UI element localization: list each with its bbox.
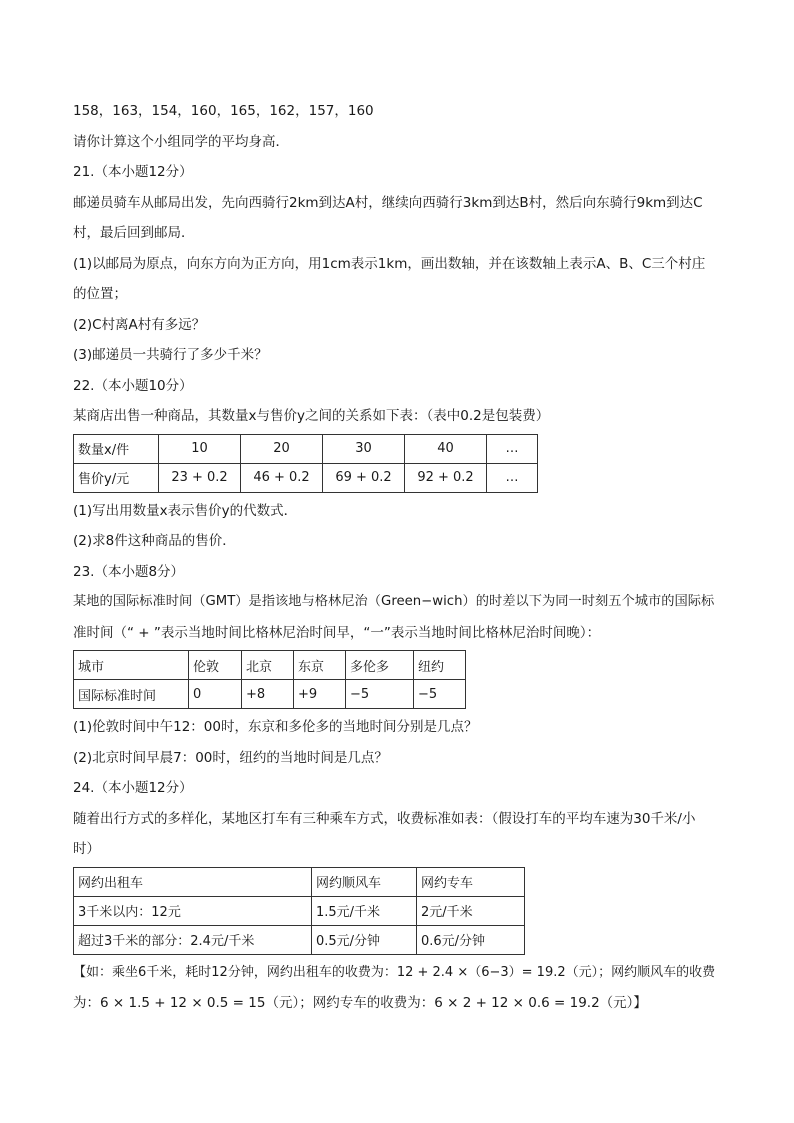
table-cell: 伦敦 — [189, 651, 242, 680]
q23-table — [73, 650, 466, 709]
table-row — [74, 434, 538, 463]
q24-stem-line1: 随着出行方式的多样化，某地区打车有三种乘车方式，收费标准如表：（假设打车的平均车速为30千米/小 — [73, 810, 696, 827]
table-cell: 69 + 0.2 — [323, 463, 405, 492]
table-cell: … — [487, 434, 538, 463]
table-cell: 40 — [405, 434, 487, 463]
q23-title: 23.（本小题8分） — [73, 563, 185, 580]
q24-title: 24.（本小题12分） — [73, 780, 193, 796]
table-cell: 北京 — [242, 651, 294, 680]
table-cell: 网约专车 — [417, 867, 525, 896]
heights-data: 158，163，154，160，165，162，157，160 — [73, 103, 374, 119]
table-cell: 1.5元/千米 — [312, 896, 417, 925]
q24-example-line2: 为：6 × 1.5 + 12 × 0.5 = 15（元）；网约专车的收费为：6 × 2 + 12 × 0.6 = 19.2（元）】 — [73, 995, 647, 1011]
table-cell: 网约出租车 — [74, 867, 312, 896]
table-cell: 网约顺风车 — [312, 867, 417, 896]
q23-stem-line1: 某地的国际标准时间（GMT）是指该地与格林尼治（Green−wich）的时差以下为同一时刻五个城市的国际标 — [73, 594, 715, 609]
table-row — [74, 651, 466, 680]
table-cell: 23 + 0.2 — [159, 463, 241, 492]
q24-example-line1: 【如：乘坐6千米，耗时12分钟，网约出租车的收费为：12 + 2.4 ×（6−3）= 19.2（元）；网约顺风车的收费 — [73, 964, 716, 980]
table-cell: 0.5元/分钟 — [312, 925, 417, 954]
table-cell: 数量x/件 — [74, 434, 159, 463]
table-row — [74, 896, 525, 925]
table-cell: 3千米以内：12元 — [74, 896, 312, 925]
table-cell: 多伦多 — [346, 651, 414, 680]
exam-page — [73, 96, 723, 1019]
table-cell: 0.6元/分钟 — [417, 925, 525, 954]
table-cell: 城市 — [74, 651, 189, 680]
table-cell: 国际标准时间 — [74, 680, 189, 709]
table-cell: 售价y/元 — [74, 463, 159, 492]
table-cell: +8 — [242, 680, 294, 709]
table-cell: 超过3千米的部分：2.4元/千米 — [74, 925, 312, 954]
q20-task: 请你计算这个小组同学的平均身高． — [73, 133, 289, 150]
q23-stem-line2: 准时间（“ + ”表示当地时间比格林尼治时间早，“一”表示当地时间比格林尼治时间晚）： — [73, 624, 601, 641]
table-cell: +9 — [294, 680, 346, 709]
q23-part2: (2)北京时间早晨7：00时，纽约的当地时间是几点？ — [73, 749, 388, 766]
table-cell: 2元/千米 — [417, 896, 525, 925]
q21-title: 21.（本小题12分） — [73, 164, 193, 180]
q23-part1: (1)伦敦时间中午12：00时，东京和多伦多的当地时间分别是几点？ — [73, 719, 478, 735]
table-cell: 0 — [189, 680, 242, 709]
table-row — [74, 867, 525, 896]
table-cell: 20 — [241, 434, 323, 463]
table-cell: 纽约 — [414, 651, 466, 680]
q21-part1-line1: (1)以邮局为原点，向东方向为正方向，用1cm表示1km，画出数轴，并在该数轴上表示A、B、C三个村庄 — [73, 255, 706, 272]
q22-part2: (2)求8件这种商品的售价． — [73, 533, 236, 549]
table-cell: 东京 — [294, 651, 346, 680]
table-cell: 46 + 0.2 — [241, 463, 323, 492]
table-row — [74, 463, 538, 492]
q22-title: 22.（本小题10分） — [73, 377, 193, 394]
table-cell: … — [487, 463, 538, 492]
table-cell: 30 — [323, 434, 405, 463]
q22-table — [73, 434, 538, 493]
q22-stem: 某商店出售一种商品，其数量x与售价y之间的关系如下表：（表中0.2是包装费） — [73, 408, 550, 424]
q21-part3: (3)邮递员一共骑行了多少千米？ — [73, 347, 268, 363]
table-row — [74, 680, 466, 709]
table-cell: −5 — [346, 680, 414, 709]
q21-part2: (2)C村离A村有多远？ — [73, 316, 206, 333]
q21-stem-line2: 村，最后回到邮局． — [73, 225, 195, 241]
table-cell: −5 — [414, 680, 466, 709]
q21-part1-line2: 的位置； — [73, 286, 127, 302]
q24-table — [73, 867, 525, 955]
table-cell: 10 — [159, 434, 241, 463]
q24-stem-line2: 时） — [73, 841, 100, 857]
table-row — [74, 925, 525, 954]
q21-stem-line1: 邮递员骑车从邮局出发，先向西骑行2km到达A村，继续向西骑行3km到达B村，然后向东骑行9km到达C — [73, 194, 703, 211]
q22-part1: (1)写出用数量x表示售价y的代数式． — [73, 502, 298, 519]
table-cell: 92 + 0.2 — [405, 463, 487, 492]
